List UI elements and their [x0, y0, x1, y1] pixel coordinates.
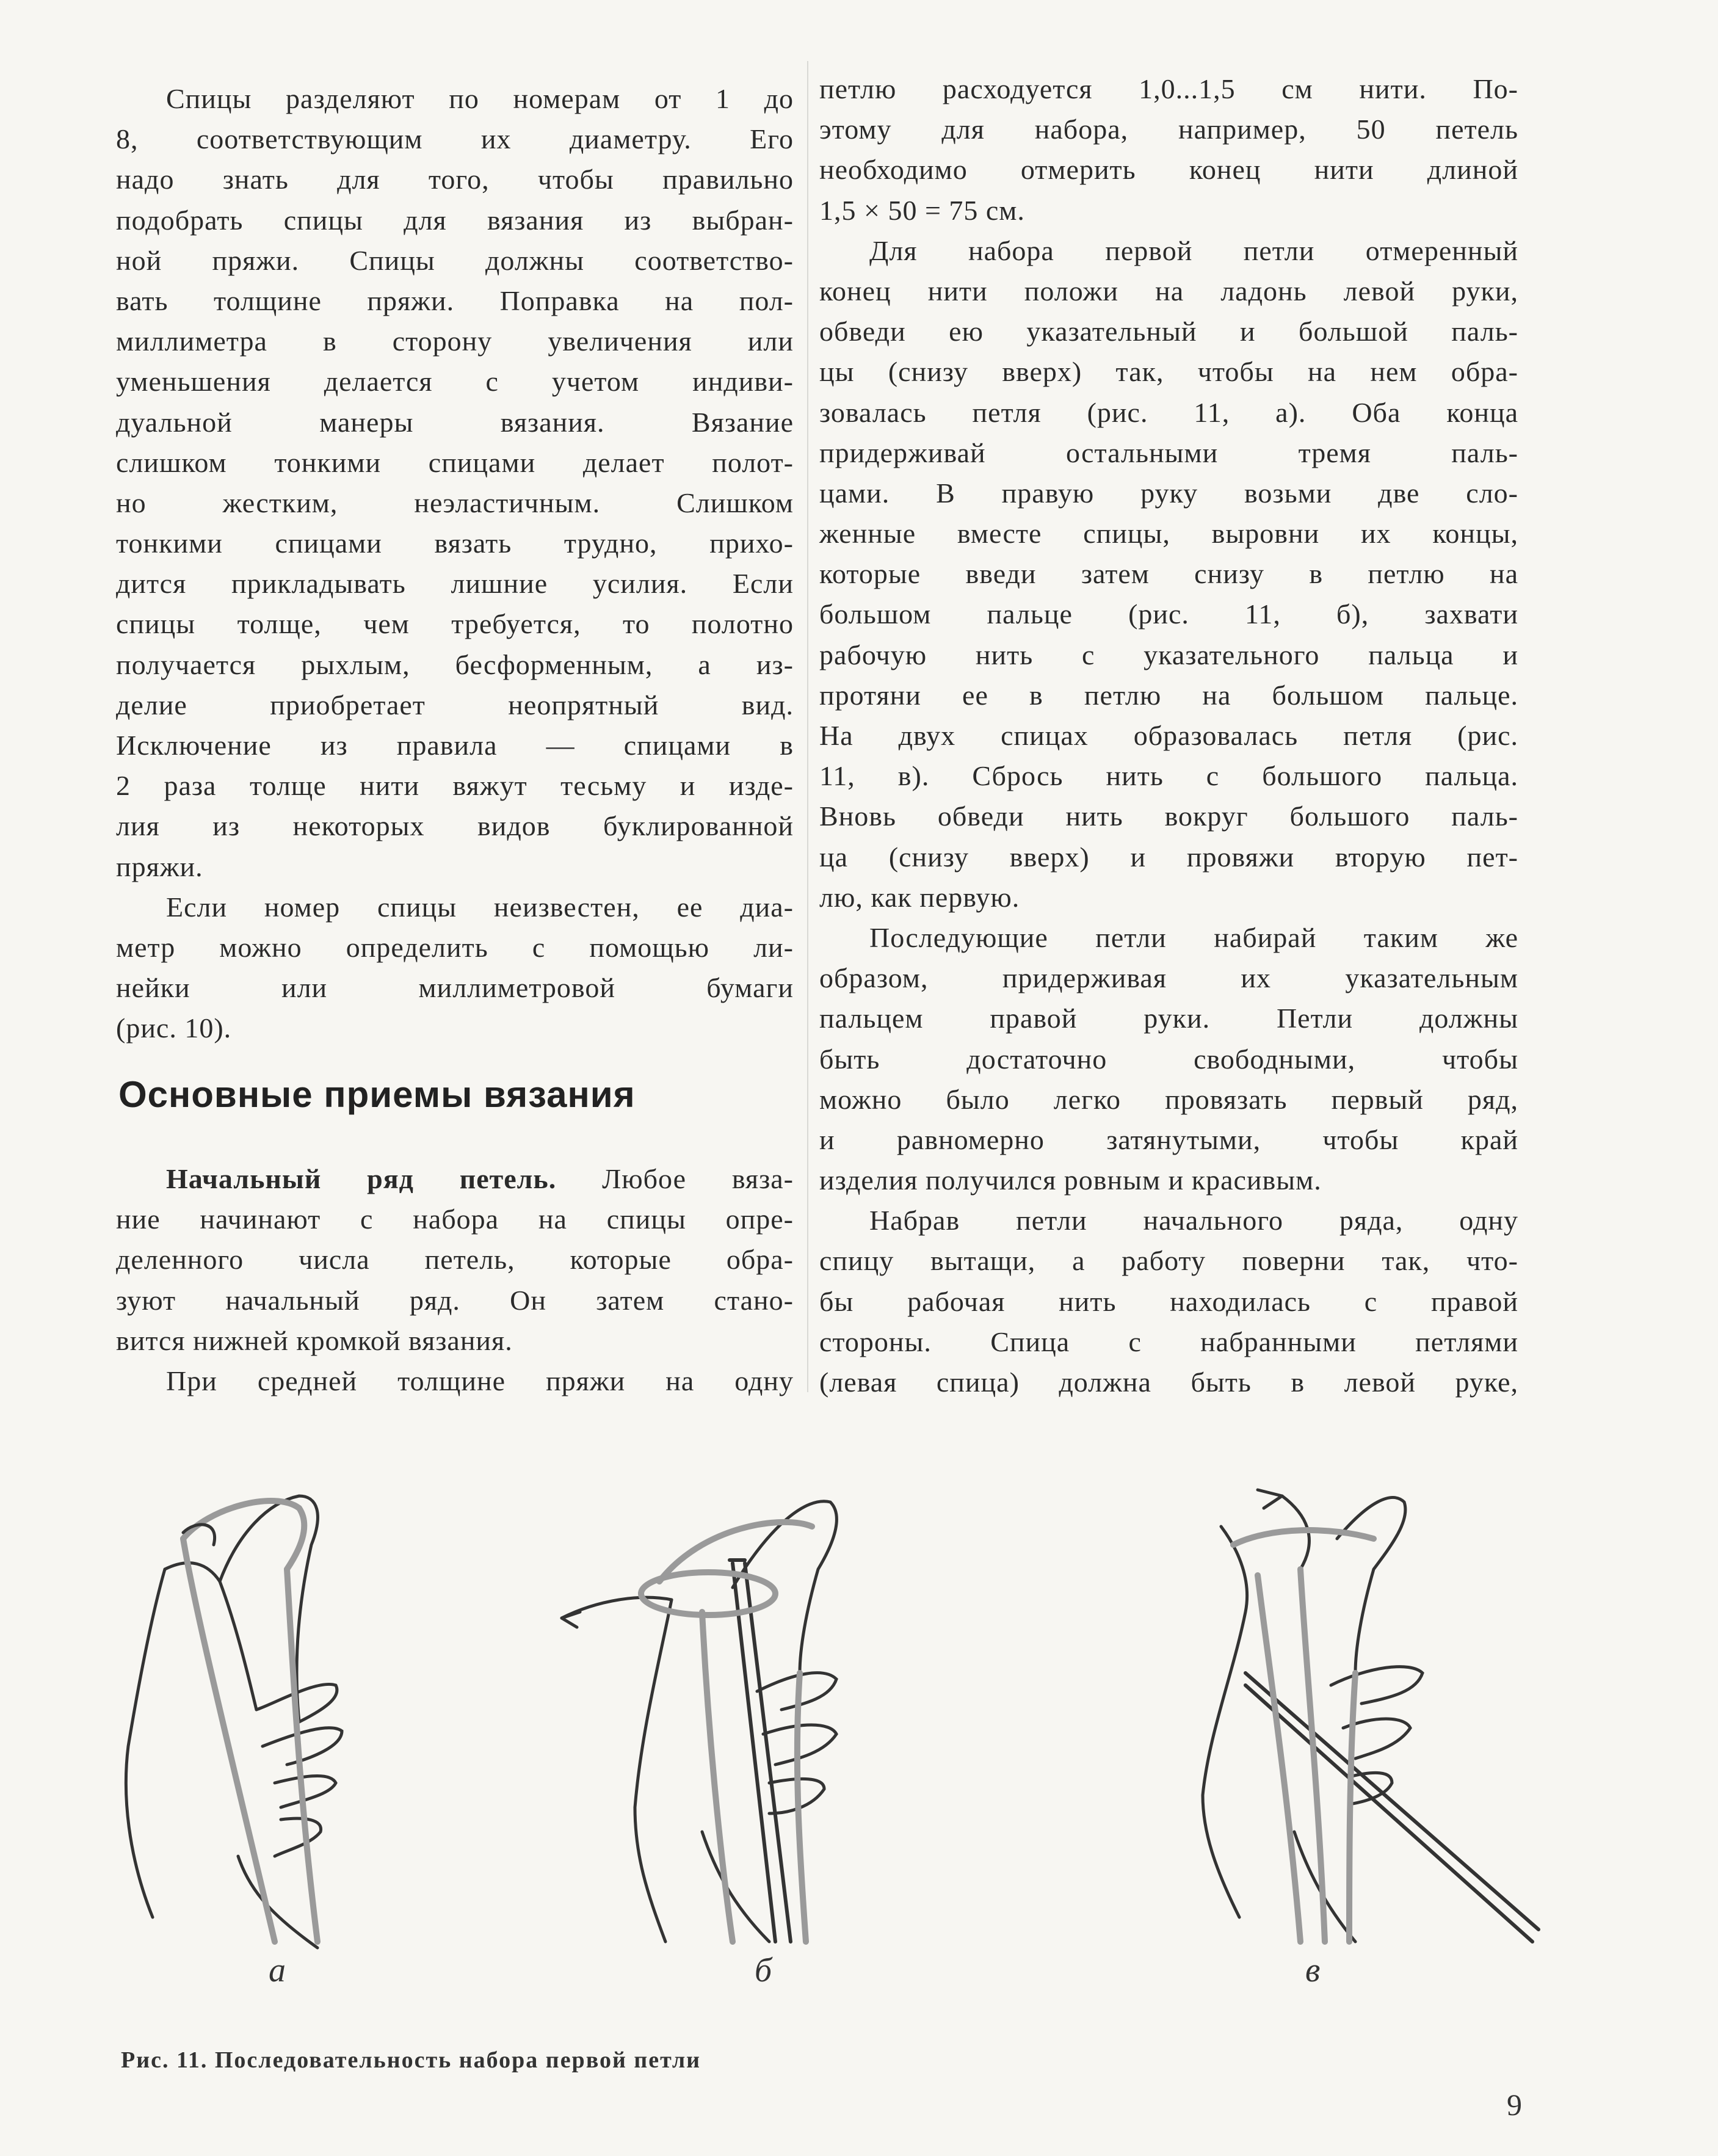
- text-line: ние начинают с набора на спицы опре-: [116, 1203, 794, 1235]
- text-line: зуют начальный ряд. Он затем стано-: [116, 1284, 794, 1316]
- text-line: Вновь обведи нить вокруг большого паль-: [819, 800, 1518, 832]
- figure-11b-hand-illustration: [549, 1490, 916, 1957]
- text-line: ной пряжи. Спицы должны соответство-: [116, 244, 794, 276]
- text-line: 8, соответствующим их диаметру. Его: [116, 123, 794, 155]
- text-line: рабочую нить с указательного пальца и: [819, 639, 1518, 670]
- text-line: 1,5 × 50 = 75 см.: [819, 194, 1025, 226]
- text-line: 2 раза толще нити вяжут тесьму и изде-: [116, 770, 794, 802]
- figure-label-a: а: [269, 1951, 286, 1989]
- text-line: цами. В правую руку возьми две сло-: [819, 477, 1518, 509]
- figure-11a-hand-illustration: [116, 1490, 458, 1957]
- text-line: лия из некоторых видов буклированной: [116, 810, 794, 842]
- text-line: ца (снизу вверх) и провяжи вторую пет-: [819, 841, 1518, 873]
- text-line: придерживай остальными тремя паль-: [819, 437, 1518, 468]
- text-line: делие приобретает неопрятный вид.: [116, 689, 794, 720]
- text-line: спицы толще, чем требуется, то полотно: [116, 608, 794, 640]
- text-line: женные вместе спицы, выровни их концы,: [819, 518, 1518, 550]
- text-line: нейки или миллиметровой бумаги: [116, 972, 794, 1004]
- text-line: Последующие петли набирай таким же: [869, 921, 1518, 953]
- text-line: 11, в). Сбрось нить с большого пальца.: [819, 760, 1518, 792]
- text-line: метр можно определить с помощью ли-: [116, 931, 794, 963]
- text-line: этому для набора, например, 50 петель: [819, 114, 1518, 145]
- text-line: пряжи.: [116, 851, 203, 882]
- text-line: слишком тонкими спицами делает полот-: [116, 446, 794, 478]
- page-number: 9: [1507, 2088, 1522, 2122]
- text-line: деленного числа петель, которые обра-: [116, 1244, 794, 1276]
- text-line: (рис. 10).: [116, 1012, 232, 1044]
- text-line: На двух спицах образовалась петля (рис.: [819, 720, 1518, 751]
- left-column-section: [116, 1159, 794, 1401]
- figure-label-b: б: [755, 1951, 772, 1989]
- text-line: [116, 1159, 794, 1199]
- text-line: цы (снизу вверх) так, чтобы на нем обра-: [819, 356, 1518, 388]
- text-line: тонкими спицами вязать трудно, прихо-: [116, 528, 794, 559]
- text-line: Набрав петли начального ряда, одну: [869, 1205, 1518, 1236]
- text-line: которые введи затем снизу в петлю на: [819, 558, 1518, 590]
- text-line: (левая спица) должна быть в левой руке,: [819, 1367, 1518, 1398]
- text-line: необходимо отмерить конец нити длиной: [819, 154, 1518, 186]
- text-line: образом, придерживая их указательным: [819, 962, 1518, 994]
- figure-11c-hand-illustration: [1148, 1490, 1551, 1957]
- right-column: [819, 69, 1518, 1403]
- column-divider: [807, 61, 808, 1392]
- text-line: можно было легко провязать первый ряд,: [819, 1083, 1518, 1115]
- text-line: Спицы разделяют по номерам от 1 до: [166, 83, 794, 114]
- figure-label-c: в: [1305, 1951, 1321, 1989]
- text-line: дуальной манеры вязания. Вязание: [116, 406, 794, 438]
- text-line: спицу вытащи, а работу поверни так, что-: [819, 1245, 1518, 1277]
- figure-caption: Рис. 11. Последовательность набора первой петли: [121, 2047, 701, 2073]
- text-line: надо знать для того, чтобы правильно: [116, 164, 794, 195]
- text-line: протяни ее в петлю на большом пальце.: [819, 679, 1518, 711]
- text-line: вать толщине пряжи. Поправка на пол-: [116, 285, 794, 316]
- text-line: вится нижней кромкой вязания.: [116, 1324, 513, 1356]
- text-line: уменьшения делается с учетом индиви-: [116, 366, 794, 397]
- section-heading: Основные приемы вязания: [118, 1074, 636, 1115]
- text-line: лю, как первую.: [819, 881, 1020, 913]
- text-line: быть достаточно свободными, чтобы: [819, 1043, 1518, 1075]
- text-line: получается рыхлым, бесформенным, а из-: [116, 648, 794, 680]
- text-line: конец нити положи на ладонь левой руки,: [819, 275, 1518, 307]
- text-line: пальцем правой руки. Петли должны: [819, 1003, 1518, 1034]
- text-line: и равномерно затянутыми, чтобы край: [819, 1123, 1518, 1155]
- text-line: стороны. Спица с набранными петлями: [819, 1326, 1518, 1357]
- text-line: обведи ею указательный и большой паль-: [819, 316, 1518, 347]
- text-line-content: Любое вяза-: [556, 1163, 794, 1194]
- text-line: При средней толщине пряжи на одну: [166, 1365, 794, 1396]
- text-line: зовалась петля (рис. 11, а). Оба конца: [819, 396, 1518, 428]
- text-line: дится прикладывать лишние усилия. Если: [116, 568, 794, 600]
- text-line: Для набора первой петли отмеренный: [869, 234, 1518, 266]
- text-line: бы рабочая нить находилась с правой: [819, 1285, 1518, 1317]
- text-line: Если номер спицы неизвестен, ее диа-: [166, 891, 794, 923]
- text-line: петлю расходуется 1,0...1,5 см нити. По-: [819, 73, 1518, 104]
- text-line: большом пальце (рис. 11, б), захвати: [819, 598, 1518, 630]
- left-column: [116, 79, 794, 1049]
- text-line: изделия получился ровным и красивым.: [819, 1164, 1322, 1196]
- text-line: но жестким, неэластичным. Слишком: [116, 487, 794, 518]
- paragraph-lead-in: Начальный ряд петель.: [166, 1163, 557, 1194]
- text-line: подобрать спицы для вязания из выбран-: [116, 204, 794, 236]
- text-line: миллиметра в сторону увеличения или: [116, 325, 794, 357]
- text-line: Исключение из правила — спицами в: [116, 730, 794, 761]
